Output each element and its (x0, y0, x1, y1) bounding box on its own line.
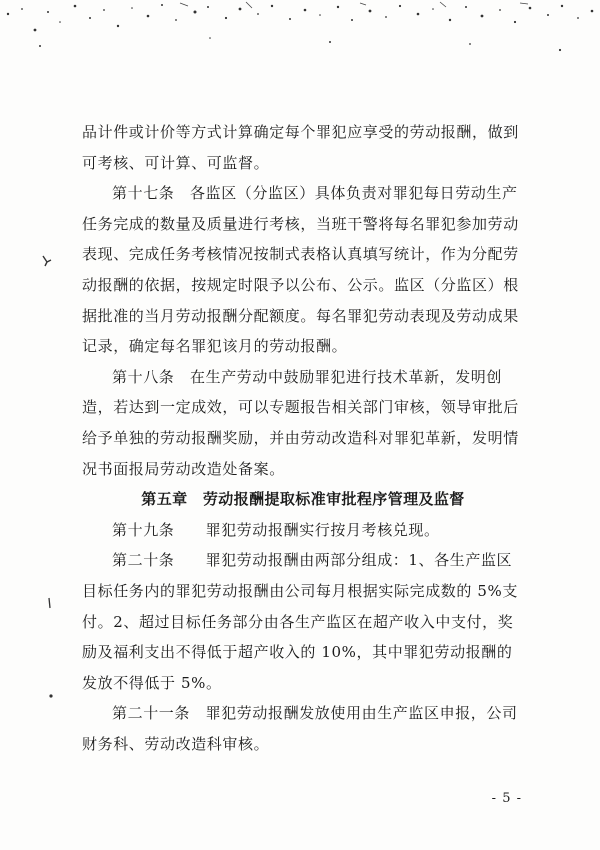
document-body (82, 117, 524, 759)
article-19: 第十九条 罪犯劳动报酬实行按月考核兑现。 (112, 520, 440, 539)
chapter-5-heading: 第五章 劳动报酬提取标准审批程序管理及监督 (141, 490, 465, 509)
article-18: 第十八条 在生产劳动中鼓励罪犯进行技术革新，发明创造，若达到一定成效，可以专题报告相关部门审核，领导审批后给予单独的劳动报酬奖励，并由劳动改造科对罪犯革新，发明情况书面报局劳动改造处备案。 (82, 367, 519, 478)
paragraph-continuation: 品计件或计价等方式计算确定每个罪犯应享受的劳动报酬，做到可考核、可计算、可监督。 (82, 123, 519, 172)
scan-speck-mark (44, 688, 58, 702)
scan-noise-graphic (0, 0, 600, 60)
scan-noise-strip (0, 0, 600, 60)
page-number: - 5 - (491, 791, 522, 806)
article-17: 第十七条 各监区（分监区）具体负责对罪犯每日劳动生产任务完成的数量及质量进行考核，当班干警将每名罪犯参加劳动表现、完成任务考核情况按制式表格认真填写统计，作为分配劳动报酬的依据，按规定时限予以公布、公示。监区（分监区）根据批准的当月劳动报酬分配额度。每名罪犯劳动表现及劳动成果记录，确定每名罪犯该月的劳动报酬。 (82, 184, 519, 356)
scan-speck-mark (40, 253, 54, 267)
article-21: 第二十一条 罪犯劳动报酬发放使用由生产监区申报，公司财务科、劳动改造科审核。 (82, 704, 518, 753)
article-20: 第二十条 罪犯劳动报酬由两部分组成：1、各生产监区目标任务内的罪犯劳动报酬由公司每月根据实际完成数的 5%支付。2、超过目标任务部分由各生产监区在超产收入中支付，奖励及福利支出不得低于超产收入的 10%，其中罪犯劳动报酬的发放不得低于 5%。 (82, 551, 518, 692)
scan-speck-mark (43, 595, 57, 609)
